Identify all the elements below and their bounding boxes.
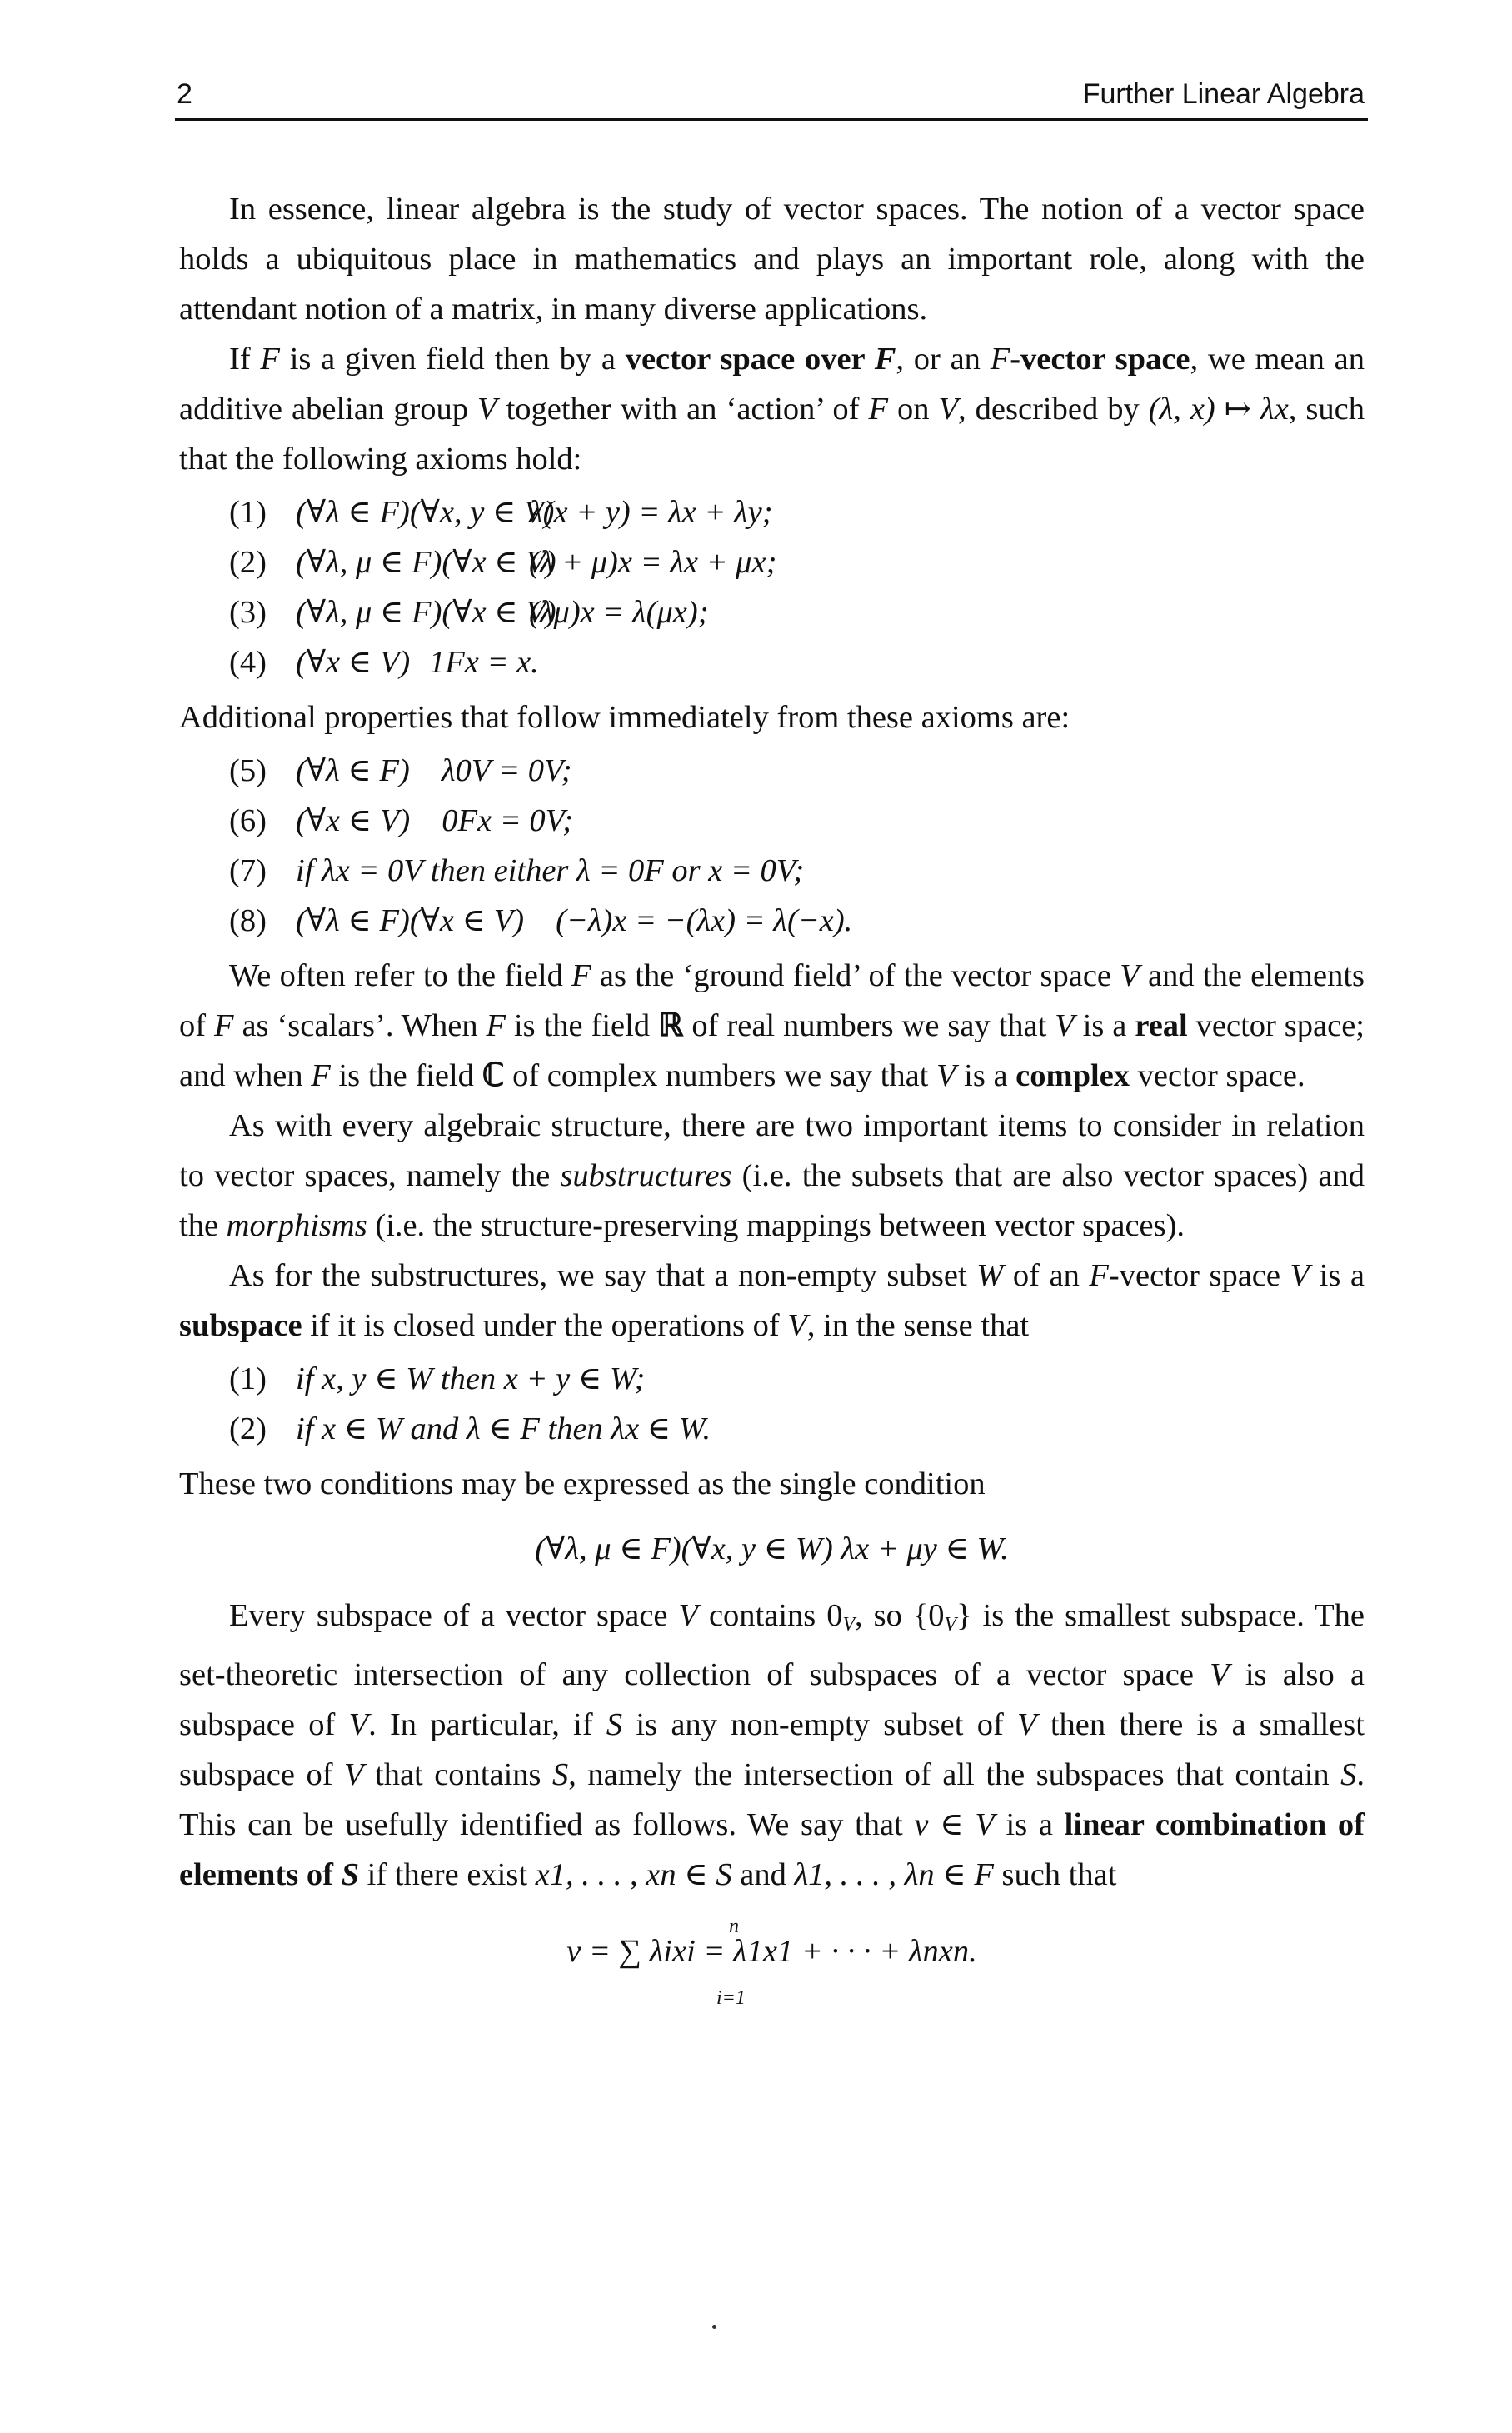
paragraph-single-condition: These two conditions may be expressed as the single condition bbox=[179, 1466, 986, 1501]
axiom-quantifier: (∀λ, μ ∈ F)(∀x ∈ V) bbox=[296, 595, 556, 630]
text-run: If bbox=[229, 342, 261, 377]
summation-upper-limit: n bbox=[729, 1915, 739, 1937]
text-run: As for the substructures, we say that a non-empty subset bbox=[229, 1258, 977, 1293]
text-run: vector space. bbox=[1130, 1058, 1305, 1093]
text-run: and the elements of bbox=[179, 958, 1365, 1043]
property-equation: if λx = 0V then either λ = 0F or x = 0V; bbox=[296, 853, 805, 888]
axiom-number: (2) bbox=[229, 545, 267, 580]
text-run: if there exist bbox=[359, 1856, 536, 1892]
math-symbol: V bbox=[678, 1598, 698, 1633]
text-run: As with every algebraic structure, there are two important items to consider in relation to vector spaces, namely the bbox=[179, 1108, 1365, 1193]
math-symbol: W bbox=[976, 1258, 1004, 1293]
math-symbol: V bbox=[477, 392, 497, 427]
math-symbol: F bbox=[571, 958, 591, 993]
defined-term: subspace bbox=[179, 1308, 302, 1343]
summation-equation: v = ∑ λixi = λ1x1 + · · · + λnxn. bbox=[566, 1933, 977, 1969]
condition-number: (2) bbox=[229, 1411, 267, 1446]
defined-term: complex bbox=[1015, 1058, 1130, 1093]
paragraph-algebraic-structure bbox=[179, 1101, 1365, 1251]
text-run: , namely the intersection of all the subspaces that contain bbox=[568, 1756, 1341, 1792]
summation-display bbox=[179, 1905, 1365, 2009]
emphasis-term: substructures bbox=[560, 1158, 732, 1193]
defined-term: real bbox=[1135, 1008, 1188, 1043]
text-run: Every subspace of a vector space bbox=[229, 1598, 679, 1633]
text-run: is the field bbox=[330, 1058, 482, 1093]
math-symbol: F bbox=[1089, 1258, 1109, 1293]
paragraph-additional-properties: Additional properties that follow immediately from these axioms are: bbox=[179, 700, 1070, 735]
summation-lower-limit: i=1 bbox=[716, 1986, 746, 2009]
text-run: contains 0 bbox=[698, 1598, 843, 1633]
math-symbol: V bbox=[348, 1706, 369, 1742]
math-symbol: V bbox=[1210, 1656, 1230, 1692]
math-symbol: V bbox=[1055, 1008, 1075, 1043]
text-run: (i.e. the structure-preserving mappings between vector spaces). bbox=[367, 1208, 1185, 1243]
math-symbol: S bbox=[551, 1756, 569, 1792]
axiom-number: (4) bbox=[229, 645, 267, 680]
math-subscript: V bbox=[944, 1613, 957, 1636]
condition-item bbox=[179, 1354, 1365, 1404]
property-quantifier: (∀x ∈ V) bbox=[296, 803, 411, 838]
math-symbol: S bbox=[1340, 1756, 1357, 1792]
property-equation: 0Fx = 0V; bbox=[442, 803, 574, 838]
property-item bbox=[179, 896, 1365, 946]
axiom-equation: 1Fx = x. bbox=[429, 645, 539, 680]
defined-term bbox=[626, 342, 896, 377]
math-symbol: V bbox=[1120, 958, 1140, 993]
text-run: , we mean an additive abelian group bbox=[179, 342, 1365, 427]
property-quantifier: (∀λ ∈ F)(∀x ∈ V) bbox=[296, 903, 525, 938]
axiom-item bbox=[179, 637, 1365, 687]
text-run: } is the smallest subspace. The set-theoretic intersection of any collection of subspaces of a vector space bbox=[179, 1598, 1365, 1692]
text-run: , such that the following axioms hold: bbox=[179, 392, 1365, 477]
axiom-number: (1) bbox=[229, 495, 267, 530]
math-symbol: V bbox=[787, 1308, 807, 1343]
math-symbol: V bbox=[1290, 1258, 1310, 1293]
text-run: . This can be usefully identified as follows. We say that bbox=[179, 1756, 1365, 1842]
property-quantifier: (∀λ ∈ F) bbox=[296, 753, 410, 788]
text-run: , in the sense that bbox=[806, 1308, 1030, 1343]
property-item bbox=[179, 846, 1365, 896]
emphasis-term: morphisms bbox=[226, 1208, 367, 1243]
math-expression: x1, . . . , xn ∈ S bbox=[535, 1856, 732, 1892]
condition-item bbox=[179, 1404, 1365, 1454]
text-run: -vector space bbox=[1108, 1258, 1290, 1293]
running-head bbox=[175, 77, 1368, 121]
text-run: is a bbox=[1074, 1008, 1135, 1043]
property-equation: (−λ)x = −(λx) = λ(−x). bbox=[556, 903, 853, 938]
text-run: of an bbox=[1003, 1258, 1090, 1293]
text-run: is a bbox=[1310, 1258, 1365, 1293]
text-run: is a given field then by a bbox=[279, 342, 626, 377]
math-symbol: F bbox=[486, 1008, 506, 1043]
math-symbol: V bbox=[938, 392, 959, 427]
math-subscript: V bbox=[842, 1613, 856, 1636]
display-equation-text: (∀λ, μ ∈ F)(∀x, y ∈ W) λx + μy ∈ W. bbox=[535, 1531, 1009, 1566]
text-run: on bbox=[888, 392, 939, 427]
defined-term: -vector space bbox=[1010, 342, 1190, 377]
property-number: (7) bbox=[229, 853, 267, 888]
text-run: is a bbox=[994, 1806, 1065, 1842]
text-run: vector space over bbox=[625, 342, 875, 377]
axiom-item bbox=[179, 587, 1365, 637]
math-symbol: F bbox=[214, 1008, 234, 1043]
text-run: of real numbers we say that bbox=[683, 1008, 1055, 1043]
axiom-equation: (λμ)x = λ(μx); bbox=[529, 595, 709, 630]
axiom-equation: (λ + μ)x = λx + μx; bbox=[529, 545, 777, 580]
subspace-condition-list bbox=[179, 1354, 1365, 1454]
text-run: , described by bbox=[958, 392, 1149, 427]
text-run: , or an bbox=[896, 342, 991, 377]
book-title: Further Linear Algebra bbox=[1082, 78, 1365, 110]
property-list bbox=[179, 746, 1365, 946]
property-number: (8) bbox=[229, 903, 267, 938]
math-symbol: F bbox=[868, 392, 888, 427]
condition-text: if x ∈ W and λ ∈ F then λx ∈ W. bbox=[296, 1411, 711, 1446]
text-run: together with an ‘action’ of bbox=[497, 392, 869, 427]
text-run: that contains bbox=[363, 1756, 552, 1792]
axiom-item bbox=[179, 537, 1365, 587]
math-symbol: V bbox=[1017, 1706, 1037, 1742]
axiom-quantifier: (∀λ ∈ F)(∀x, y ∈ V) bbox=[296, 495, 555, 530]
condition-number: (1) bbox=[229, 1361, 267, 1396]
paragraph-linear-combination bbox=[179, 1591, 1365, 1900]
text-run: of complex numbers we say that bbox=[504, 1058, 936, 1093]
page-mark-dot bbox=[712, 2325, 716, 2329]
text-run: is a bbox=[956, 1058, 1016, 1093]
text-run: is any non-empty subset of bbox=[622, 1706, 1018, 1742]
property-item bbox=[179, 746, 1365, 796]
math-symbol: S bbox=[341, 1856, 359, 1892]
text-run: . In particular, if bbox=[368, 1706, 606, 1742]
text-run: is also a subspace of bbox=[179, 1656, 1365, 1742]
page-body bbox=[179, 184, 1365, 2009]
property-number: (6) bbox=[229, 803, 267, 838]
text-run: , so {0 bbox=[855, 1598, 945, 1633]
math-symbol: F bbox=[311, 1058, 331, 1093]
axiom-quantifier: (∀x ∈ V) bbox=[296, 645, 411, 680]
page-number: 2 bbox=[177, 78, 192, 110]
paragraph-intro: In essence, linear algebra is the study of vector spaces. The notion of a vector space holds a ubiquitous place in mathematics and plays an important role, along with the attendant notion of a matrix, in many diverse applications. bbox=[179, 192, 1365, 327]
math-expression: v ∈ V bbox=[914, 1806, 995, 1842]
text-run: if it is closed under the operations of bbox=[302, 1308, 788, 1343]
paragraph-subspace-definition bbox=[179, 1251, 1365, 1351]
axiom-item bbox=[179, 487, 1365, 537]
text-run: as ‘scalars’. When bbox=[233, 1008, 487, 1043]
math-symbol: F bbox=[260, 342, 280, 377]
property-item bbox=[179, 796, 1365, 846]
math-symbol: F bbox=[990, 342, 1010, 377]
property-equation: λ0V = 0V; bbox=[441, 753, 572, 788]
math-symbol: V bbox=[344, 1756, 364, 1792]
text-run: then there is a smallest subspace of bbox=[179, 1706, 1365, 1792]
axiom-number: (3) bbox=[229, 595, 267, 630]
display-equation bbox=[179, 1524, 1365, 1574]
math-expression: λ1, . . . , λn ∈ F bbox=[794, 1856, 994, 1892]
math-symbol: S bbox=[606, 1706, 623, 1742]
math-expression: (λ, x) ↦ λx bbox=[1148, 392, 1289, 427]
text-run: linear combination of elements of bbox=[179, 1806, 1365, 1892]
text-run: and bbox=[731, 1856, 795, 1892]
math-symbol: ℂ bbox=[482, 1058, 505, 1093]
paragraph-ground-field bbox=[179, 951, 1365, 1101]
axiom-quantifier: (∀λ, μ ∈ F)(∀x ∈ V) bbox=[296, 545, 556, 580]
axiom-equation: λ(x + y) = λx + λy; bbox=[529, 495, 773, 530]
property-number: (5) bbox=[229, 753, 267, 788]
text-run: is the field bbox=[506, 1008, 659, 1043]
text-run: (i.e. the subsets that are also vector spaces) and the bbox=[179, 1158, 1365, 1243]
axiom-list bbox=[179, 487, 1365, 687]
math-symbol: F bbox=[874, 342, 896, 377]
text-run: We often refer to the field bbox=[229, 958, 572, 993]
text-run: as the ‘ground field’ of the vector space bbox=[591, 958, 1120, 993]
text-run: vector space; and when bbox=[179, 1008, 1365, 1093]
text-run: such that bbox=[993, 1856, 1117, 1892]
math-symbol: V bbox=[936, 1058, 956, 1093]
paragraph-vector-space-definition bbox=[179, 334, 1365, 484]
condition-text: if x, y ∈ W then x + y ∈ W; bbox=[296, 1361, 646, 1396]
math-symbol: ℝ bbox=[658, 1008, 684, 1043]
